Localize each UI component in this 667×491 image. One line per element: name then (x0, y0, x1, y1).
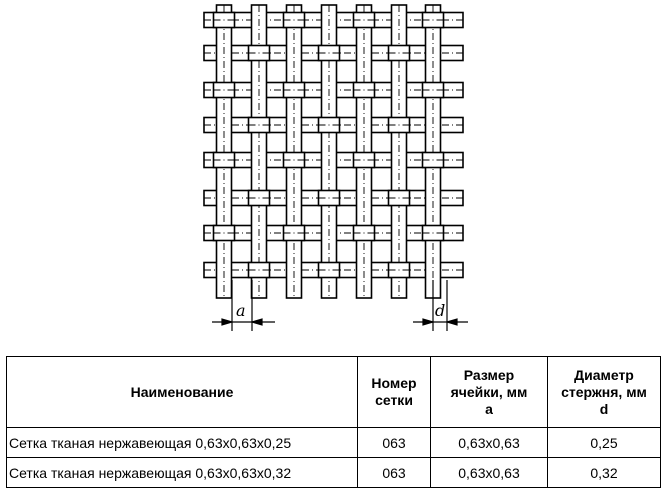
header-name: Наименование (7, 357, 358, 428)
cell-number: 063 (358, 458, 431, 488)
cell-wire-diameter: 0,25 (548, 428, 661, 458)
header-mesh-size: Размер ячейки, мм a (431, 357, 548, 428)
table-row (7, 428, 661, 458)
cell-name: Сетка тканая нержавеющая 0,63х0,63х0,32 (7, 458, 358, 488)
cell-wire-diameter: 0,32 (548, 458, 661, 488)
cell-number: 063 (358, 428, 431, 458)
header-number: Номер сетки (358, 357, 431, 428)
cell-mesh-size: 0,63х0,63 (431, 428, 548, 458)
table-row (7, 458, 661, 488)
header-wire-diameter: Диаметр стержня, мм d (548, 357, 661, 428)
dimension-a-label: a (236, 301, 246, 320)
table-header-row (7, 357, 661, 428)
cell-name: Сетка тканая нержавеющая 0,63х0,63х0,25 (7, 428, 358, 458)
mesh-spec-table (6, 356, 661, 488)
cell-mesh-size: 0,63х0,63 (431, 458, 548, 488)
dimension-d-label: d (435, 301, 446, 320)
